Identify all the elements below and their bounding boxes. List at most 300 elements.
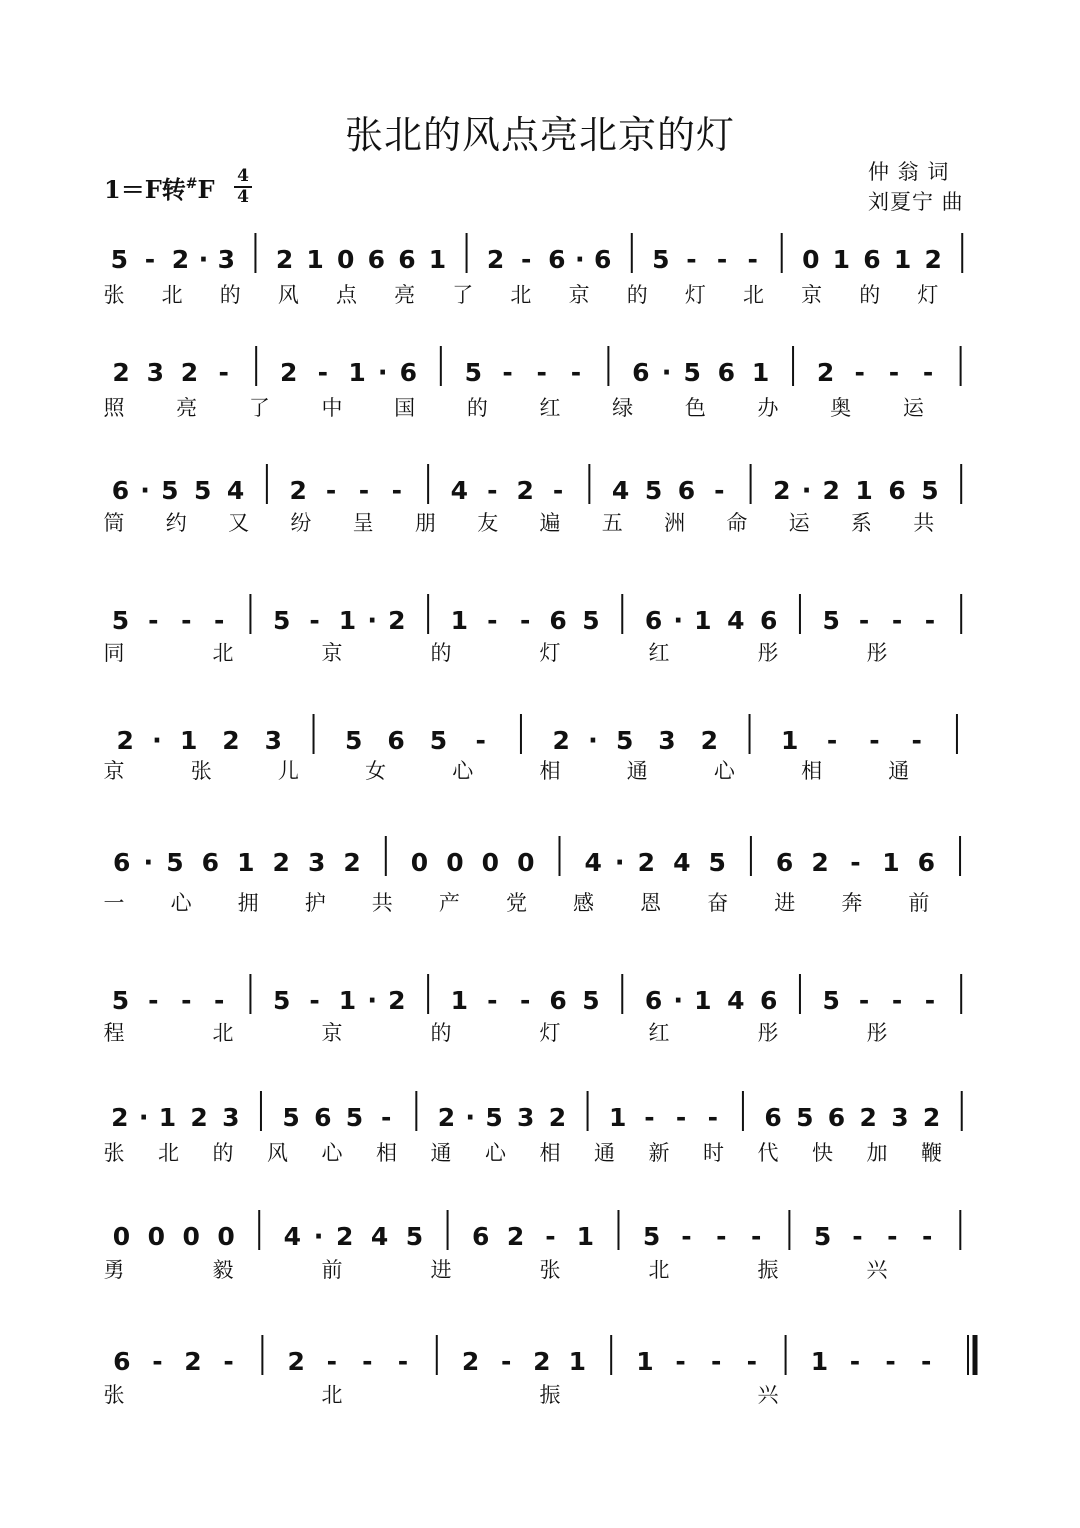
song-title: 张北的风点亮北京的灯 [344, 113, 735, 157]
dash-note: - [521, 245, 532, 274]
lyric-char: 张 [103, 1383, 125, 1407]
lyric-char: 五 [601, 511, 623, 535]
dash-note: - [502, 358, 513, 387]
lyric-char: 相 [376, 1141, 397, 1165]
dash-note: - [381, 1103, 392, 1132]
lyric-char: 北 [321, 1383, 343, 1407]
lyric-char: 办 [757, 396, 779, 420]
lyric-char: 约 [165, 511, 187, 535]
dash-note: - [681, 1222, 692, 1251]
lyric-char: 心 [713, 759, 735, 783]
note: 0 [517, 848, 535, 877]
note: 5 [644, 476, 663, 505]
lyric-char: 运 [788, 511, 810, 535]
lyric-char: 相 [539, 759, 561, 783]
note: 6 [827, 1103, 846, 1132]
note: 6 [917, 848, 936, 877]
note: 6 [201, 848, 220, 877]
note: 5 [796, 1103, 814, 1132]
lyric-char: 相 [801, 759, 823, 783]
note: 1 [428, 245, 447, 274]
note: 2 [773, 476, 791, 505]
composer-credit: 刘夏宁 曲 [868, 190, 964, 214]
note: 0 [481, 848, 500, 877]
note: 3 [891, 1103, 909, 1132]
lyric-char: 北 [158, 1141, 179, 1165]
dash-note: - [487, 476, 498, 505]
dash-note: - [181, 986, 192, 1015]
note: 5 [429, 726, 448, 755]
dot-mark: · [313, 1222, 324, 1252]
note: 1 [636, 1347, 654, 1376]
dot-mark: · [673, 606, 684, 636]
note: 6 [632, 358, 650, 387]
dash-note: - [707, 1103, 719, 1132]
dash-note: - [849, 1347, 861, 1376]
note: 2 [343, 848, 361, 877]
note: 6 [759, 606, 778, 635]
dash-note: - [317, 358, 329, 387]
dash-note: - [536, 358, 547, 387]
note: 2 [533, 1347, 551, 1376]
lyric-char: 勇 [103, 1258, 125, 1282]
note: 1 [694, 986, 712, 1015]
lyric-char: 中 [321, 396, 343, 420]
lyric-char: 振 [539, 1383, 561, 1407]
lyric-char: 北 [742, 283, 764, 307]
lyric-char: 进 [430, 1258, 452, 1282]
dash-note: - [858, 606, 870, 635]
note: 6 [677, 476, 696, 505]
dash-note: - [152, 1347, 163, 1376]
note: 0 [446, 848, 464, 877]
dash-note: - [487, 606, 498, 635]
note: 2 [289, 476, 307, 505]
dash-note: - [213, 606, 225, 635]
note: 4 [226, 476, 245, 505]
note: 2 [111, 1103, 129, 1132]
lyric-char: 产 [438, 891, 460, 915]
note: 5 [111, 986, 130, 1015]
dash-note: - [218, 358, 229, 387]
note: 1 [179, 726, 198, 755]
note: 2 [275, 245, 294, 274]
note: 5 [405, 1222, 424, 1251]
dash-note: - [362, 1347, 373, 1376]
note: 3 [307, 848, 326, 877]
lyric-char: 共 [371, 891, 393, 915]
note: 2 [287, 1347, 305, 1376]
note: 6 [113, 848, 131, 877]
note: 2 [437, 1103, 456, 1132]
lyric-char: 进 [774, 891, 796, 915]
lyric-char: 通 [430, 1141, 452, 1165]
dot-mark: · [661, 358, 672, 388]
lyric-char: 相 [539, 1141, 561, 1165]
lyric-char: 前 [321, 1258, 343, 1282]
lyric-char: 心 [485, 1141, 506, 1165]
dot-mark: · [138, 1103, 149, 1133]
note: 5 [582, 986, 600, 1015]
lyric-char: 筒 [103, 511, 125, 535]
note: 6 [888, 476, 906, 505]
dash-note: - [358, 476, 370, 505]
note: 6 [314, 1103, 332, 1132]
dash-note: - [885, 1347, 896, 1376]
lyric-char: 张 [539, 1258, 561, 1282]
note: 3 [658, 726, 676, 755]
note: 6 [863, 245, 881, 274]
note: 6 [111, 476, 130, 505]
dash-note: - [644, 1103, 655, 1132]
dash-note: - [858, 986, 870, 1015]
note: 2 [461, 1347, 480, 1376]
dash-note: - [500, 1347, 512, 1376]
lyric-char: 振 [757, 1258, 779, 1282]
lyric-char: 的 [466, 396, 488, 420]
dash-note: - [710, 1347, 722, 1376]
dot-mark: · [587, 726, 598, 756]
note: 0 [112, 1222, 131, 1251]
dash-note: - [869, 726, 880, 755]
lyric-char: 的 [859, 283, 881, 307]
note: 6 [549, 606, 567, 635]
note: 1 [237, 848, 255, 877]
note: 2 [924, 245, 942, 274]
note: 2 [859, 1103, 877, 1132]
dot-mark: · [673, 986, 684, 1016]
note: 4 [727, 606, 745, 635]
lyric-char: 彤 [866, 1021, 888, 1045]
dash-note: - [751, 1222, 762, 1251]
lyric-char: 奔 [841, 891, 863, 915]
note: 4 [370, 1222, 389, 1251]
lyricist-credit: 仲 翁 词 [868, 160, 950, 184]
lyric-char: 兴 [757, 1383, 779, 1407]
note: 6 [387, 726, 405, 755]
dash-note: - [716, 1222, 727, 1251]
note: 6 [549, 986, 567, 1015]
lyric-char: 红 [539, 396, 561, 420]
dash-note: - [148, 606, 159, 635]
lyric-char: 京 [103, 759, 125, 783]
lyric-char: 北 [161, 283, 183, 307]
note: 2 [272, 848, 290, 877]
note: 4 [673, 848, 691, 877]
lyric-char: 彤 [866, 641, 888, 665]
dot-mark: · [143, 848, 154, 878]
note: 1 [450, 986, 469, 1015]
dash-note: - [891, 606, 903, 635]
note: 3 [146, 358, 164, 387]
lyric-char: 时 [703, 1141, 724, 1165]
key-suffix: F [197, 175, 215, 204]
note: 5 [345, 726, 363, 755]
note: 6 [759, 986, 778, 1015]
dot-mark: · [377, 358, 388, 388]
dash-note: - [746, 1347, 757, 1376]
note: 5 [615, 726, 634, 755]
lyric-char: 风 [267, 1141, 288, 1165]
dash-note: - [921, 1222, 933, 1251]
note: 0 [217, 1222, 235, 1251]
lyric-char: 亮 [176, 396, 198, 420]
note: 6 [594, 245, 612, 274]
lyric-char: 又 [228, 511, 250, 535]
note: 5 [464, 358, 483, 387]
note: 1 [158, 1103, 177, 1132]
note: 4 [584, 848, 602, 877]
lyric-char: 快 [812, 1141, 833, 1165]
key-prefix: 1＝F转 [104, 175, 186, 204]
dash-note: - [326, 1347, 337, 1376]
note: 2 [184, 1347, 202, 1376]
lyric-char: 心 [170, 891, 192, 915]
lyric-char: 亮 [394, 283, 416, 307]
note: 5 [642, 1222, 661, 1251]
lyric-char: 了 [452, 283, 474, 307]
dash-note: - [924, 986, 936, 1015]
note: 2 [222, 726, 240, 755]
lyric-char: 党 [505, 891, 527, 915]
lyric-char: 鞭 [921, 1141, 942, 1165]
dot-mark: · [574, 245, 585, 275]
lyric-char: 同 [103, 641, 125, 665]
dash-note: - [223, 1347, 234, 1376]
note: 1 [576, 1222, 595, 1251]
lyric-char: 代 [757, 1141, 779, 1165]
lyric-char: 照 [103, 396, 125, 420]
note: 5 [582, 606, 600, 635]
note: 2 [548, 1103, 567, 1132]
lyric-char: 通 [626, 759, 648, 783]
note: 1 [694, 606, 712, 635]
dash-note: - [213, 986, 225, 1015]
dot-mark: · [367, 606, 378, 636]
note: 2 [279, 358, 298, 387]
note: 5 [813, 1222, 832, 1251]
note: 1 [338, 606, 357, 635]
dash-note: - [888, 358, 900, 387]
lyric-char: 京 [321, 641, 343, 665]
note: 5 [345, 1103, 364, 1132]
dash-note: - [309, 606, 320, 635]
lyric-char: 灯 [917, 283, 939, 307]
note: 5 [194, 476, 212, 505]
dash-note: - [552, 476, 564, 505]
lyric-char: 纷 [290, 511, 312, 535]
note: 6 [113, 1347, 131, 1376]
note: 5 [822, 986, 840, 1015]
note: 3 [222, 1103, 240, 1132]
dash-note: - [675, 1103, 687, 1132]
lyric-char: 新 [648, 1141, 670, 1165]
lyric-char: 加 [866, 1141, 888, 1165]
note: 2 [506, 1222, 525, 1251]
note: 6 [398, 245, 416, 274]
note: 2 [171, 245, 190, 274]
lyric-char: 京 [801, 283, 823, 307]
lyric-char: 一 [103, 891, 125, 915]
note: 1 [832, 245, 851, 274]
note: 5 [111, 606, 130, 635]
dot-mark: · [801, 476, 812, 506]
dash-note: - [924, 606, 936, 635]
lyric-char: 奥 [830, 396, 852, 420]
dash-note: - [309, 986, 320, 1015]
note: 5 [161, 476, 179, 505]
note: 1 [306, 245, 324, 274]
lyric-char: 感 [573, 891, 595, 915]
note: 5 [166, 848, 184, 877]
lyric-char: 兴 [866, 1258, 888, 1282]
dash-note: - [144, 245, 156, 274]
lyric-char: 呈 [352, 511, 374, 535]
lyric-char: 国 [394, 396, 416, 420]
note: 5 [708, 848, 726, 877]
dash-note: - [570, 358, 582, 387]
lyric-char: 心 [452, 759, 474, 783]
dash-note: - [545, 1222, 556, 1251]
note: 2 [112, 358, 130, 387]
note: 0 [147, 1222, 166, 1251]
lyric-char: 友 [477, 511, 499, 535]
note: 2 [180, 358, 199, 387]
note: 2 [637, 848, 656, 877]
dash-note: - [686, 245, 697, 274]
note: 4 [283, 1222, 302, 1251]
lyric-char: 遍 [539, 511, 561, 535]
note: 1 [810, 1347, 829, 1376]
note: 3 [217, 245, 236, 274]
note: 1 [608, 1103, 627, 1132]
lyric-char: 护 [304, 891, 326, 915]
lyric-char: 京 [568, 283, 590, 307]
note: 6 [644, 606, 663, 635]
lyric-char: 红 [648, 1021, 670, 1045]
note: 3 [264, 726, 283, 755]
lyric-char: 北 [212, 641, 234, 665]
dot-mark: · [367, 986, 378, 1016]
dash-note: - [148, 986, 159, 1015]
lyric-char: 朋 [414, 511, 436, 535]
note: 5 [652, 245, 670, 274]
note: 6 [717, 358, 736, 387]
dash-note: - [475, 726, 486, 755]
dash-note: - [887, 1222, 898, 1251]
lyric-char: 的 [212, 1141, 234, 1165]
dot-mark: · [151, 726, 162, 756]
lyric-char: 通 [594, 1141, 615, 1165]
lyric-char: 红 [648, 641, 670, 665]
note: 1 [893, 245, 912, 274]
lyric-char: 点 [336, 283, 358, 307]
note: 5 [272, 606, 291, 635]
note: 0 [182, 1222, 200, 1251]
lyric-char: 共 [913, 511, 935, 535]
lyric-char: 绿 [612, 396, 634, 420]
note: 3 [517, 1103, 535, 1132]
note: 1 [568, 1347, 587, 1376]
lyric-char: 的 [430, 641, 452, 665]
lyric-char: 了 [248, 396, 270, 420]
lyric-char: 洲 [664, 511, 686, 535]
note: 6 [399, 358, 418, 387]
lyric-char: 女 [365, 759, 387, 783]
note: 2 [816, 358, 835, 387]
lyric-char: 的 [626, 283, 648, 307]
lyric-char: 北 [510, 283, 532, 307]
note: 2 [811, 848, 829, 877]
note: 2 [552, 726, 570, 755]
dash-note: - [181, 606, 192, 635]
note: 2 [116, 726, 134, 755]
dot-mark: · [614, 848, 625, 878]
note: 2 [922, 1103, 941, 1132]
note: 1 [751, 358, 770, 387]
lyric-char: 张 [103, 283, 125, 307]
lyric-char: 北 [212, 1021, 234, 1045]
lyric-char: 奋 [707, 891, 729, 915]
dot-mark: · [140, 476, 151, 506]
note: 5 [110, 245, 129, 274]
dash-note: - [854, 358, 865, 387]
dash-note: - [911, 726, 922, 755]
dash-note: - [487, 986, 498, 1015]
lyric-char: 运 [902, 396, 924, 420]
note: 1 [348, 358, 366, 387]
note: 2 [335, 1222, 354, 1251]
dash-note: - [519, 986, 531, 1015]
note: 0 [802, 245, 820, 274]
dash-note: - [397, 1347, 409, 1376]
lyric-char: 的 [219, 283, 241, 307]
note: 2 [388, 606, 406, 635]
lyric-char: 儿 [277, 759, 299, 783]
note: 5 [485, 1103, 503, 1132]
sharp-icon: # [185, 176, 198, 192]
meter-bottom: 4 [237, 187, 249, 207]
lyric-char: 前 [908, 891, 930, 915]
lyric-char: 系 [850, 511, 872, 535]
dash-note: - [920, 1347, 932, 1376]
dash-note: - [391, 476, 403, 505]
note: 6 [472, 1222, 490, 1251]
lyric-char: 的 [430, 1021, 452, 1045]
lyric-char: 心 [321, 1141, 343, 1165]
note: 2 [516, 476, 534, 505]
note: 1 [781, 726, 799, 755]
lyric-char: 彤 [757, 641, 779, 665]
lyric-char: 色 [684, 396, 706, 420]
note: 0 [410, 848, 429, 877]
lyric-char: 拥 [237, 891, 259, 915]
note: 5 [822, 606, 840, 635]
dash-note: - [716, 245, 728, 274]
dash-note: - [922, 358, 934, 387]
lyric-char: 京 [321, 1021, 343, 1045]
note: 2 [388, 986, 406, 1015]
lyric-char: 命 [726, 511, 748, 535]
lyric-char: 通 [888, 759, 910, 783]
dash-note: - [325, 476, 337, 505]
lyric-char: 程 [103, 1021, 125, 1045]
dash-note: - [826, 726, 838, 755]
dash-note: - [675, 1347, 686, 1376]
note: 6 [764, 1103, 782, 1132]
note: 0 [337, 245, 355, 274]
dash-note: - [519, 606, 531, 635]
